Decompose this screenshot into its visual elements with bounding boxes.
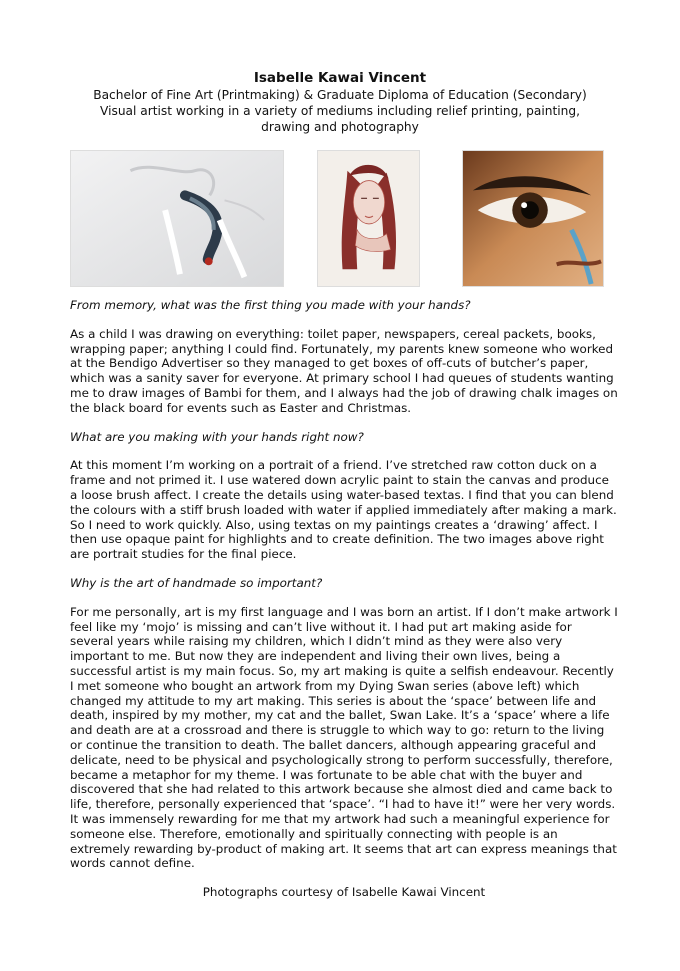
question-1: From memory, what was the first thing you made with your hands? (70, 298, 471, 312)
dying-swan-artwork-image (70, 150, 284, 287)
artist-description-line2: drawing and photography (261, 120, 419, 134)
answer-1: As a child I was drawing on everything: toilet paper, newspapers, cereal packets, books, wrapping paper; anything I could find. Fortunately, my parents knew someone who worked at the Bendigo Advertiser so they managed to get boxes of off-cuts of butcher’s paper, which was a sanity saver for everyone. At primary school I had queues of students wanting me to draw images of Bambi for them, and I always had the job of drawing chalk images on the black board for events such as Easter and Christmas. (70, 326, 618, 415)
question-3: Why is the art of handmade so important? (70, 575, 323, 590)
artist-name: Isabelle Kawai Vincent (253, 70, 427, 86)
answer-2: At this moment I’m working on a portrait of a friend. I’ve stretched raw cotton duck on a frame and not primed it. I use watered down acrylic paint to stain the canvas and produce a loose brush affect. I create the details using water-based textas. I find that you can blend the colours with a stiff brush loaded with water if applied immediately after making a mark. So I need to work quickly. Also, using textas on my paintings creates a ‘drawing’ affect. I then use opaque paint for highlights and to create definition. The two images above right are portrait studies for the final piece. (70, 458, 617, 562)
question-2: What are you making with your hands right now? (70, 429, 364, 444)
artist-qualification: Bachelor of Fine Art (Printmaking) & Graduate Diploma of Education (Secondary) (93, 88, 587, 102)
portrait-drawing-image (317, 150, 420, 287)
article-header (40, 70, 640, 135)
eye-portrait-painting-image (462, 150, 604, 287)
photo-credit: Photographs courtesy of Isabelle Kawai Vincent (202, 885, 486, 900)
artwork-gallery (0, 150, 680, 290)
artist-description-line1: Visual artist working in a variety of mediums including relief printing, painting, (100, 104, 580, 118)
article-body (70, 298, 618, 900)
answer-3: For me personally, art is my first language and I was born an artist. If I don’t make artwork I feel like my ‘mojo’ is missing and can’t live without it. I had put art making aside for several years while raising my children, which I didn’t mind as they were also very important to me. But now they are independent and living their own lives, being a successful artist is my main focus. So, my art making is quite a selfish endeavour. Recently I met someone who bought an artwork from my Dying Swan series (above left) which changed my attitude to my art making. This series is about the ‘space’ between life and death, inspired by my mother, my cat and the ballet, Swan Lake. It’s a ‘space’ where a life and death are at a crossroad and there is struggle to which way to go: return to the living or continue the transition to death. The ballet dancers, although appearing graceful and delicate, need to be physical and psychologically strong to perform successfully, therefore, became a metaphor for my theme. I was fortunate to be able chat with the buyer and discovered that she had related to this artwork because she almost died and came back to life, therefore, personally experienced that ‘space’. “I had to have it!” were her very words. It was immensely rewarding for me that my artwork had such a meaningful experience for someone else. Therefore, emotionally and spiritually connecting with people is an extremely rewarding by-product of making art. It seems that art can express meanings that words cannot define. (70, 604, 618, 871)
